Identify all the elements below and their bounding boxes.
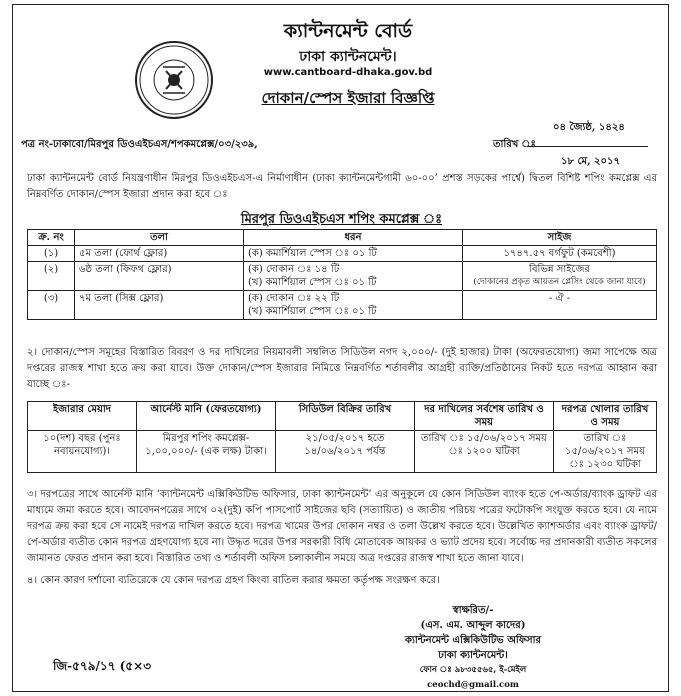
cell-earnest-money: মিরপুর শপিং কমপ্লেক্স- ১,০০,০০০/- (এক লক্ষ) টাকা। (137, 431, 276, 473)
org-place: ঢাকা ক্যান্টনমেন্ট। (299, 49, 397, 65)
cell-floor: ৫ম তলা (ফোর্থ ফ্লোর) (75, 246, 244, 262)
shop-table (27, 229, 657, 320)
cell-lease-term: ১০(দশ) বছর (পুনঃ নবায়নযোগ্য)। (28, 431, 137, 473)
size-line: - ঐ - (548, 293, 571, 304)
cell-type (244, 246, 463, 262)
type-line: (ক) দোকান ঃ ২২ টি (248, 293, 340, 304)
signatory-designation: ক্যান্টনমেন্ট এক্সিকিউটিভ অফিসার (404, 635, 542, 646)
col-header: দর দাখিলের সর্বশেষ তারিখ ও সময় (415, 402, 554, 431)
date-bangla: ০৪ জ্যৈষ্ঠ, ১৪২৪ (553, 122, 625, 133)
tender-table (27, 401, 657, 473)
signatory-place: ঢাকা ক্যান্টনমেন্ট। (438, 650, 508, 661)
size-note: (দোকানের প্রকৃত আয়তন প্লেসিং থেকে জানা যাবে) (473, 277, 646, 287)
table-header-row (28, 402, 657, 431)
table-row (28, 291, 657, 320)
cell-size (463, 262, 657, 291)
cell-sn: (২) (28, 262, 75, 291)
date-label: তারিখ ঃ (493, 139, 536, 150)
paragraph-3: ৩। দরপত্রের সাথে আর্নেস্ট মানি ‘ক্যান্টনমেন্ট এক্সিকিউটিভ অফিসার, ঢাকা ক্যান্টনমেন্ট’ এর অনুকূলে যে কোন সিডিউল ব্যাংক হতে পে-অর্ডার/ব্যাংক ড্রাফট এর মাধ্যমে জমা করতে হবে। আবেদনপত্রের সাথে ০২(দুই) কপি পাসপোর্ট সাইজের ছবি (সত্যায়িত) ও জাতীয় পরিচয় পত্রের ফটোকপি সংযুক্ত করতে হবে। যে নামে দরপত্র ক্রয় করা হবে সে নামেই দরপত্র দাখিল করতে হবে। দরপত্র খামের উপর দোকান নম্বর ও তলা উল্লেখ করতে হবে। উল্লেখিত ক্যাশঅর্ডার এবং ব্যাংক ড্রাফট/পে-অর্ডার ব্যতীত কোন দরপত্র গ্রহণযোগ্য হবে না। উদ্ধৃত দরের উপর সরকারী বিধি মোতাবেক আয়কর ও ভ্যাট প্রদেয় হবে। সর্বোচ্চ দর প্রদানকারী ব্যতীত সকলের জামানত ফেরত প্রদান করা হবে। বিস্তারিত তথ্য ও শর্তাবলী অফিস চলাকালীন সময়ে অত্র দপ্তরের রাজস্ব শাখা হতে জানা যাবে। (27, 489, 657, 564)
cell-floor: ৭ম তলা (সিক্স ফ্লোর) (75, 291, 244, 320)
col-header: তলা (75, 230, 244, 246)
type-line: (ক) দোকান ঃ ১৪ টি (248, 264, 340, 275)
notice-page (12, 4, 669, 692)
cell-size (463, 291, 657, 320)
col-header: আর্নেস্ট মানি (ফেরতযোগ্য) (137, 402, 276, 431)
col-header: ক্র. নং (28, 230, 75, 246)
org-name: ক্যান্টনমেন্ট বোর্ড (283, 20, 413, 42)
cell-submission: তারিখ ঃ ১৫/০৬/২০১৭ সময় ঃ ১২০০ ঘটিকা (415, 431, 554, 473)
cell-opening: তারিখ ঃ ১৫/০৬/২০১৭ সময় ঃ ১২৩০ ঘটিকা (554, 431, 657, 473)
cell-sn: (১) (28, 246, 75, 262)
cell-type (244, 291, 463, 320)
footer-code: জি-৫৭৯/১৭ (৫×৩ (53, 659, 151, 673)
col-header: ইজারার মেয়াদ (28, 402, 137, 431)
paragraph-2: ২। দোকান/স্পেস সমূহের বিস্তারিত বিবরণ ও দর দাখিলের নিয়মাবলী সম্বলিত সিডিউল নগদ ২,০০০/- (দুই হাজার) টাকা (অফেরতযোগ্য) জমা সাপেক্ষে অত্র দপ্তরের রাজস্ব শাখা হতে ক্রয় করা যাবে। উক্ত দোকান/স্পেস ইজারার নিমিত্তে নিম্নবর্ণিত শর্তাবলীর আগ্রহী ব্যক্তি/প্রতিষ্ঠানের নিকট হতে দরপত্র আহ্বান করা যাচ্ছে ঃ- (27, 347, 657, 390)
col-header: সিডিউল বিক্রির তারিখ (276, 402, 415, 431)
signatory-name: (এস. এম. আব্দুল কাদের) (420, 620, 526, 631)
signed-mark: স্বাক্ষরিত/- (452, 605, 494, 616)
paragraph-4: ৪। কোন কারণ দর্শানো ব্যতিরেকে যে কোন দরপত্র গ্রহণ কিংবা বাতিল করার ক্ষমতা কর্তৃপক্ষ সংরক্ষণ করে। (27, 575, 440, 586)
table-row (28, 246, 657, 262)
cell-size (463, 246, 657, 262)
table-row (28, 431, 657, 473)
type-line: (ক) কমার্শিয়াল স্পেস ঃ ০১ টি (248, 248, 377, 259)
website-link[interactable]: www.cantboard-dhaka.gov.bd (263, 67, 433, 78)
cantonment-board-seal (133, 39, 215, 121)
size-line: বিভিন্ন সাইজের (529, 264, 590, 275)
type-line: (খ) কমার্শিয়াল স্পেস ঃ ০১ টি (248, 277, 377, 288)
type-line: (খ) কমার্শিয়াল স্পেস ঃ ০১ টি (248, 306, 377, 317)
signature-block (383, 603, 563, 693)
col-header: সাইজ (463, 230, 657, 246)
complex-subtitle: মিরপুর ডিওএইচএস শপিং কমপ্লেক্স ঃ (240, 212, 443, 227)
notice-title: দোকান/স্পেস ইজারা বিজ্ঞপ্তি (261, 89, 435, 107)
cell-sn: (৩) (28, 291, 75, 320)
memo-ref: পত্র নং-ঢাকাবো/মিরপুর ডিওএইচএস/শপকমপ্লেক্স/০৩/২৩৯, (21, 139, 258, 150)
cell-sale-date: ২১/০৫/২০১৭ হতে ১৪/০৬/২০১৭ পর্যন্ত (276, 431, 415, 473)
cell-type (244, 262, 463, 291)
cell-floor: ৬ষ্ঠ তলা (ফিফথ ফ্লোর) (75, 262, 244, 291)
size-line: ১৭৪৭.৫৭ বর্গফুট (কমবেশী) (503, 248, 616, 259)
contact-line: ফোন ঃ ৯৮৩৫৫৬৫, ই-মেইল ceochd@gmail.com (419, 665, 527, 690)
col-header: দরপত্র খোলার তারিখ ও সময় (554, 402, 657, 431)
date-english: ১৮ মে, ২০১৭ (561, 156, 621, 167)
col-header: ধরন (244, 230, 463, 246)
table-header-row (28, 230, 657, 246)
date-divider (528, 146, 648, 147)
intro-paragraph: ঢাকা ক্যান্টনমেন্ট বোর্ড নিয়ন্ত্রণাধীন মিরপুর ডিওএইচএস-এ নির্মাণাধীন (ঢাকা ক্যান্টনমেন্টগামী ৬০-০০’ প্রশস্ত সড়কের পার্শ্বে) দ্বিতল বিশিষ্ট শপিং কমপ্লেক্স এর নিম্নবর্ণিত দোকান/স্পেস ইজারা প্রদান করা হবে ঃ (27, 173, 657, 200)
table-row (28, 262, 657, 291)
